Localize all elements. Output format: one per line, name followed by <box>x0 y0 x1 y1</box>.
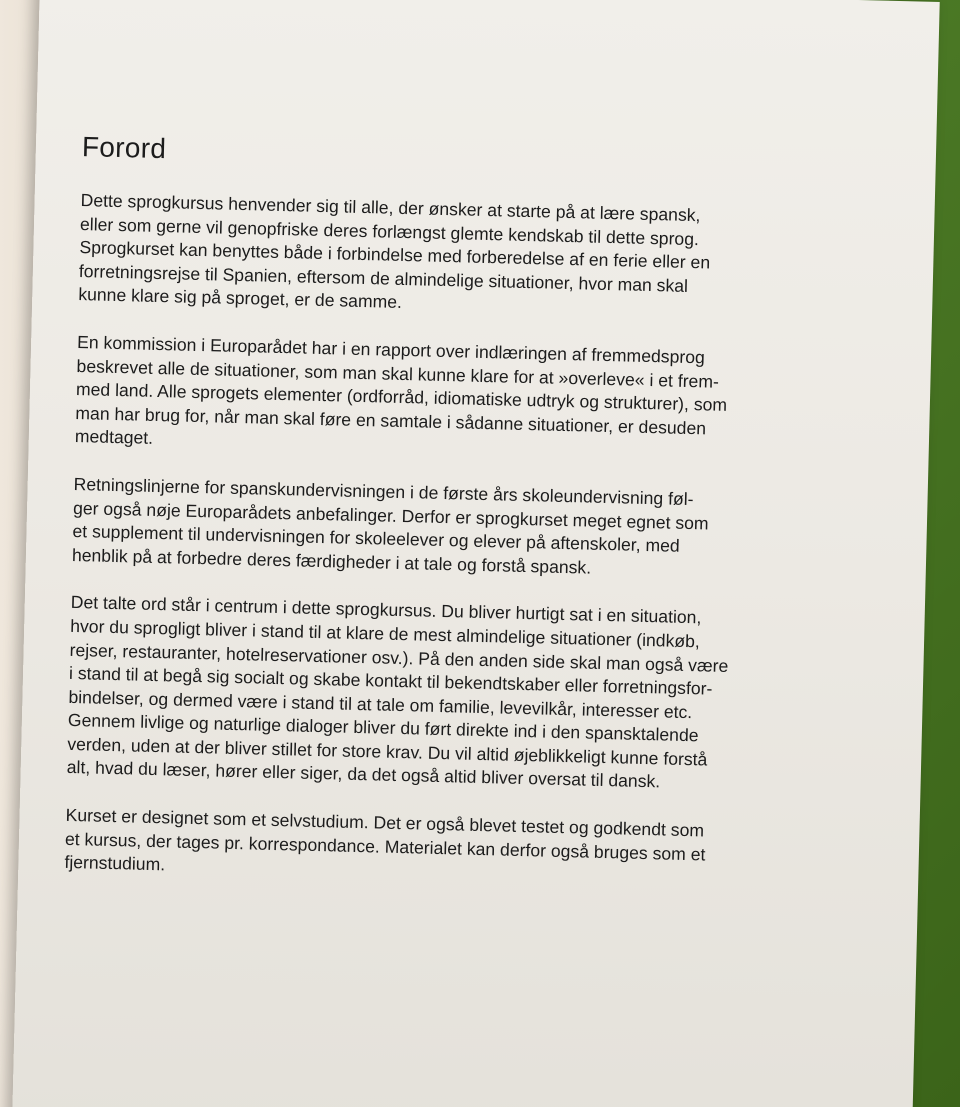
page-title: Forord <box>81 131 167 165</box>
paragraph-4: Det talte ord står i centrum i dette sprogkursus. Du bliver hurtigt sat i en situation, hvor du sprogligt bliver i stand til at klare de mest almindelige situationer (indkøb, rejser, restauranter, hotelreservationer osv.). På den anden side skal man også være i stand til at begå sig socialt og skabe kontakt til bekendtskaber eller forretningsfor- bindelser, og dermed være i stand til at tale om familie, levevilkår, interesser etc. Gennem livlige og naturlige dialoger bliver du ført direkte ind i den spansktalende verden, uden at der bliver stillet for store krav. Du vil altid øjeblikkeligt kunne forstå alt, hvad du læser, hører eller siger, da det også altid bliver oversat til dansk. <box>66 592 729 792</box>
paragraph-3: Retningslinjerne for spanskundervisningen i de første års skoleundervisning føl- ger også nøje Europarådets anbefalinger. Derfor er sprogkurset meget egnet som et supplement til undervisningen for skoleelever og elever på aftenskoler, med henblik på at forbedre deres færdigheder i at tale og forstå spansk. <box>71 473 709 578</box>
paragraph-1: Dette sprogkursus henvender sig til alle, der ønsker at starte på at lære spansk, eller som gerne vil genopfriske deres forlængst glemte kendskab til dette sprog. Sprogkurset kan benyttes både i forbindelse med forberedelse af en ferie eller en forretningsrejse til Spanien, eftersom de almindelige situationer, hvor man skal kunne klare sig på sproget, er de samme. <box>78 190 711 313</box>
paragraph-5: Kurset er designet som et selvstudium. Det er også blevet testet og godkendt som et kursus, der tages pr. korrespondance. Materialet kan derfor også bruges som et fjernstudium. <box>64 804 706 875</box>
paragraph-2: En kommission i Europarådet har i en rapport over indlæringen af fremmedsprog beskrevet alle de situationer, som man skal kunne klare for at »overleve« i et frem- med land. Alle sprogets elementer (ordforråd, idiomatiske udtryk og strukturer), som man har brug for, når man skal føre en samtale i sådanne situationer, er desuden medtaget. <box>74 331 728 449</box>
preface-content <box>64 131 883 918</box>
book-page <box>12 0 940 1107</box>
